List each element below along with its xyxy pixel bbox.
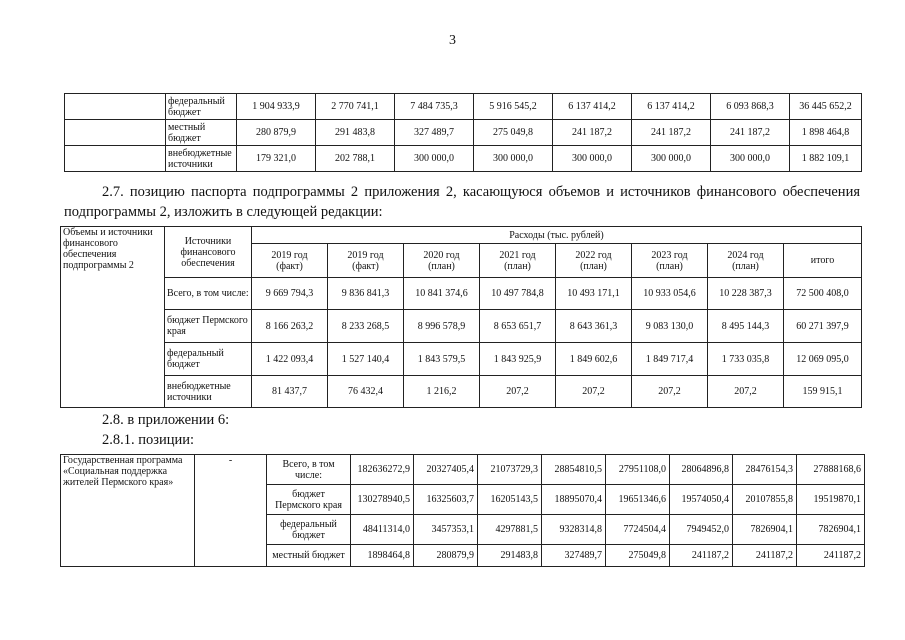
value-cell: 182636272,9 xyxy=(351,455,414,485)
value-cell: 280 879,9 xyxy=(237,120,316,146)
value-cell: 10 493 171,1 xyxy=(556,278,632,310)
total-cell: 60 271 397,9 xyxy=(784,310,862,343)
value-cell: 10 933 054,6 xyxy=(632,278,708,310)
value-cell: 300 000,0 xyxy=(632,146,711,172)
year-kind: (факт) xyxy=(352,260,379,272)
program-name-cell: Государственная программа «Социальная поддержка жителей Пермского края» xyxy=(61,455,195,567)
value-cell: 9328314,8 xyxy=(542,515,606,545)
expenses-header: Расходы (тыс. рублей) xyxy=(252,227,862,244)
value-cell: 2 770 741,1 xyxy=(316,94,395,120)
total-cell: 1 898 464,8 xyxy=(790,120,862,146)
source-label: внебюджетные источники xyxy=(166,146,237,172)
value-cell: 7826904,1 xyxy=(797,515,865,545)
paragraph-2-8-1: 2.8.1. позиции: xyxy=(102,432,195,448)
year-header xyxy=(480,244,556,278)
value-cell: 179 321,0 xyxy=(237,146,316,172)
value-cell: 1 527 140,4 xyxy=(328,343,404,376)
value-cell: 19651346,6 xyxy=(606,485,670,515)
value-cell: 207,2 xyxy=(480,376,556,408)
value-cell: 8 653 651,7 xyxy=(480,310,556,343)
total-header: итого xyxy=(784,244,862,278)
passport-finance-table xyxy=(60,226,862,408)
year-header xyxy=(632,244,708,278)
value-cell: 7724504,4 xyxy=(606,515,670,545)
value-cell: 8 643 361,3 xyxy=(556,310,632,343)
value-cell: 4297881,5 xyxy=(478,515,542,545)
year-kind: (план) xyxy=(504,260,531,272)
table-row xyxy=(61,278,862,310)
table-row xyxy=(61,343,862,376)
source-label: федеральный бюджет xyxy=(165,343,252,376)
value-cell: 1 904 933,9 xyxy=(237,94,316,120)
value-cell: 3457353,1 xyxy=(414,515,478,545)
value-cell: 1 843 579,5 xyxy=(404,343,480,376)
dash-cell: - xyxy=(195,455,267,567)
value-cell: 300 000,0 xyxy=(711,146,790,172)
program-table-body xyxy=(61,455,865,567)
value-cell: 27888168,6 xyxy=(797,455,865,485)
value-cell: 241 187,2 xyxy=(553,120,632,146)
total-cell: 159 915,1 xyxy=(784,376,862,408)
value-cell: 1 849 717,4 xyxy=(632,343,708,376)
value-cell: 81 437,7 xyxy=(252,376,328,408)
year-header xyxy=(328,244,404,278)
value-cell: 16325603,7 xyxy=(414,485,478,515)
value-cell: 9 836 841,3 xyxy=(328,278,404,310)
value-cell: 5 916 545,2 xyxy=(474,94,553,120)
top-table-body xyxy=(65,94,862,172)
value-cell: 9 669 794,3 xyxy=(252,278,328,310)
year-header xyxy=(404,244,480,278)
year-label: 2024 год xyxy=(727,249,764,261)
paragraph-2-7: 2.7. позицию паспорта подпрограммы 2 приложения 2, касающуюся объемов и источников финансового обеспечения подпрограммы 2, изложить в следующей редакции: xyxy=(64,184,860,220)
value-cell: 291483,8 xyxy=(478,545,542,567)
source-label: бюджет Пермского края xyxy=(165,310,252,343)
value-cell: 28476154,3 xyxy=(733,455,797,485)
value-cell: 6 137 414,2 xyxy=(632,94,711,120)
table-row xyxy=(65,120,862,146)
page-number: 3 xyxy=(449,33,456,48)
value-cell: 1 216,2 xyxy=(404,376,480,408)
source-label: Всего, в том числе: xyxy=(165,278,252,310)
value-cell: 1 849 602,6 xyxy=(556,343,632,376)
value-cell: 241 187,2 xyxy=(711,120,790,146)
value-cell: 241 187,2 xyxy=(632,120,711,146)
source-label: местный бюджет xyxy=(267,545,351,567)
value-cell: 300 000,0 xyxy=(395,146,474,172)
value-cell: 207,2 xyxy=(556,376,632,408)
year-label: 2020 год xyxy=(423,249,460,261)
value-cell: 300 000,0 xyxy=(474,146,553,172)
value-cell: 10 841 374,6 xyxy=(404,278,480,310)
total-cell: 72 500 408,0 xyxy=(784,278,862,310)
value-cell: 280879,9 xyxy=(414,545,478,567)
value-cell: 130278940,5 xyxy=(351,485,414,515)
value-cell: 300 000,0 xyxy=(553,146,632,172)
year-header xyxy=(252,244,328,278)
year-kind: (план) xyxy=(656,260,683,272)
blank-cell xyxy=(65,146,166,172)
table-row xyxy=(61,455,865,485)
value-cell: 7 484 735,3 xyxy=(395,94,474,120)
value-cell: 9 083 130,0 xyxy=(632,310,708,343)
year-label: 2021 год xyxy=(499,249,536,261)
value-cell: 7826904,1 xyxy=(733,515,797,545)
value-cell: 8 166 263,2 xyxy=(252,310,328,343)
sources-header: Источники финансового обеспечения xyxy=(165,227,252,278)
value-cell: 76 432,4 xyxy=(328,376,404,408)
blank-cell xyxy=(65,94,166,120)
value-cell: 19574050,4 xyxy=(670,485,733,515)
value-cell: 18895070,4 xyxy=(542,485,606,515)
table-row xyxy=(61,376,862,408)
paragraph-2-8: 2.8. в приложении 6: xyxy=(102,412,230,428)
year-kind: (план) xyxy=(428,260,455,272)
value-cell: 48411314,0 xyxy=(351,515,414,545)
source-label: федеральный бюджет xyxy=(166,94,237,120)
table-row xyxy=(61,310,862,343)
table-row xyxy=(65,94,862,120)
value-cell: 10 497 784,8 xyxy=(480,278,556,310)
value-cell: 8 233 268,5 xyxy=(328,310,404,343)
value-cell: 202 788,1 xyxy=(316,146,395,172)
source-label: федеральный бюджет xyxy=(267,515,351,545)
value-cell: 6 093 868,3 xyxy=(711,94,790,120)
value-cell: 10 228 387,3 xyxy=(708,278,784,310)
table-row xyxy=(65,146,862,172)
year-header xyxy=(708,244,784,278)
year-header xyxy=(556,244,632,278)
passport-table-body xyxy=(61,227,862,408)
value-cell: 1 422 093,4 xyxy=(252,343,328,376)
value-cell: 28854810,5 xyxy=(542,455,606,485)
source-label: внебюджетные источники xyxy=(165,376,252,408)
source-label: местный бюджет xyxy=(166,120,237,146)
value-cell: 275049,8 xyxy=(606,545,670,567)
value-cell: 327489,7 xyxy=(542,545,606,567)
year-label: 2019 год xyxy=(347,249,384,261)
value-cell: 327 489,7 xyxy=(395,120,474,146)
value-cell: 241187,2 xyxy=(670,545,733,567)
value-cell: 275 049,8 xyxy=(474,120,553,146)
total-cell: 36 445 652,2 xyxy=(790,94,862,120)
year-kind: (план) xyxy=(732,260,759,272)
value-cell: 27951108,0 xyxy=(606,455,670,485)
value-cell: 1898464,8 xyxy=(351,545,414,567)
value-cell: 21073729,3 xyxy=(478,455,542,485)
year-label: 2023 год xyxy=(651,249,688,261)
value-cell: 19519870,1 xyxy=(797,485,865,515)
year-kind: (факт) xyxy=(276,260,303,272)
program-finance-table xyxy=(60,454,865,567)
value-cell: 241187,2 xyxy=(797,545,865,567)
total-cell: 12 069 095,0 xyxy=(784,343,862,376)
value-cell: 1 843 925,9 xyxy=(480,343,556,376)
value-cell: 28064896,8 xyxy=(670,455,733,485)
value-cell: 241187,2 xyxy=(733,545,797,567)
value-cell: 207,2 xyxy=(632,376,708,408)
value-cell: 291 483,8 xyxy=(316,120,395,146)
value-cell: 16205143,5 xyxy=(478,485,542,515)
value-cell: 8 495 144,3 xyxy=(708,310,784,343)
value-cell: 6 137 414,2 xyxy=(553,94,632,120)
value-cell: 8 996 578,9 xyxy=(404,310,480,343)
source-label: Всего, в том числе: xyxy=(267,455,351,485)
top-budget-table xyxy=(64,93,862,172)
header-row xyxy=(61,227,862,244)
total-cell: 1 882 109,1 xyxy=(790,146,862,172)
passport-title-cell: Объемы и источники финансового обеспечения подпрограммы 2 xyxy=(61,227,165,408)
year-label: 2022 год xyxy=(575,249,612,261)
blank-cell xyxy=(65,120,166,146)
value-cell: 207,2 xyxy=(708,376,784,408)
value-cell: 20107855,8 xyxy=(733,485,797,515)
year-label: 2019 год xyxy=(271,249,308,261)
source-label: бюджет Пермского края xyxy=(267,485,351,515)
year-kind: (план) xyxy=(580,260,607,272)
value-cell: 7949452,0 xyxy=(670,515,733,545)
value-cell: 1 733 035,8 xyxy=(708,343,784,376)
value-cell: 20327405,4 xyxy=(414,455,478,485)
